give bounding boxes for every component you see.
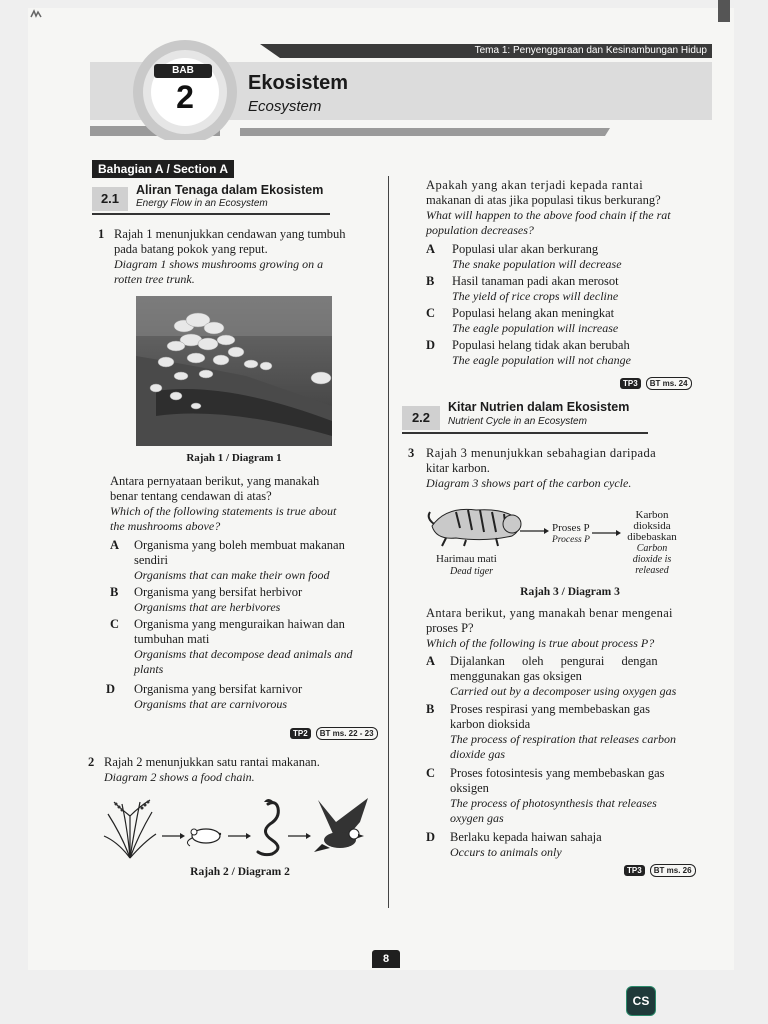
option-text-en: The eagle population will increase (452, 321, 619, 335)
process-label: Proses P (552, 522, 590, 534)
option-text: Populasi helang akan meningkat (452, 306, 615, 320)
option-text: Populasi helang tidak akan berubah (452, 338, 630, 352)
q3-option-a[interactable] (426, 654, 712, 699)
subsection-number: 2.1 (92, 187, 128, 211)
q2-number: 2 (88, 755, 95, 769)
camscanner-badge[interactable]: CS (626, 986, 656, 1016)
option-text-en: Organisms that are herbivores (134, 600, 281, 614)
q3-option-b[interactable] (426, 702, 712, 762)
option-text: Hasil tanaman padi akan merosot (452, 274, 619, 288)
option-letter: D (106, 682, 116, 696)
q1-option-c[interactable] (110, 617, 382, 677)
q2-caption: Rajah 2 / Diagram 2 (190, 866, 290, 878)
q1-option-d[interactable] (106, 682, 382, 712)
option-text-en: The process of respiration that releases carbon (450, 732, 676, 746)
paddy-plant-icon (104, 800, 156, 858)
q1-stem-en-line: Diagram 1 shows mushrooms growing on a (114, 257, 324, 271)
option-text-en: Organisms that are carnivorous (134, 697, 287, 711)
option-text: Proses fotosintesis yang membebaskan gas (450, 766, 665, 780)
q2-option-a[interactable] (426, 242, 712, 272)
corner-mark (30, 4, 42, 14)
option-letter: A (110, 538, 120, 552)
carbon-result-en: dioxide is (632, 554, 672, 565)
carbon-result-line: dibebaskan (627, 531, 677, 543)
q1-stem-line: pada batang pokok yang reput. (114, 242, 268, 256)
theme-banner-text: Tema 1: Penyenggaraan dan Kesinambungan Hidup (474, 45, 707, 56)
tiger-label-en: Dead tiger (450, 566, 494, 577)
subsection-underline (402, 432, 648, 434)
subsection-2-2-header (402, 400, 648, 434)
carbon-result-en: released (635, 565, 669, 576)
q2-tags (620, 371, 692, 390)
option-text-en: dioxide gas (450, 747, 505, 761)
option-text: tumbuhan mati (134, 632, 210, 646)
page-edge-shadow (718, 0, 730, 22)
q3-ask-line: proses P? (426, 621, 474, 635)
tp-badge: TP2 (290, 728, 311, 739)
chapter-title: Ekosistem (248, 72, 349, 94)
arrow-icon (520, 526, 550, 536)
q1-stem-en-line: rotten tree trunk. (114, 272, 195, 286)
snake-icon (258, 803, 278, 855)
option-letter: D (426, 830, 436, 844)
page-number: 8 (372, 950, 400, 968)
q1-number: 1 (98, 227, 105, 241)
chapter-bab-label: BAB (172, 65, 194, 76)
option-text-en: Organisms that decompose dead animals and (134, 647, 353, 661)
option-text-en: plants (134, 662, 164, 676)
option-letter: B (426, 274, 435, 288)
mushroom-photo (136, 296, 332, 446)
q3-number: 3 (408, 446, 415, 460)
option-text: Organisma yang bersifat karnivor (134, 682, 303, 696)
option-letter: B (110, 585, 119, 599)
q2-option-b[interactable] (426, 274, 712, 304)
option-text-en: oxygen gas (450, 811, 504, 825)
option-text-en: The eagle population will not change (452, 353, 631, 367)
q3-tags (624, 858, 696, 877)
tp-badge: TP3 (624, 865, 645, 876)
bt-reference: BT ms. 26 (650, 864, 696, 877)
q3-ask-line: Antara berikut, yang manakah benar mengenai (426, 606, 673, 620)
tiger-label: Harimau mati (436, 553, 497, 565)
subsection-number: 2.2 (402, 406, 440, 430)
q1-question (110, 474, 382, 534)
option-text: Organisma yang menguraikan haiwan dan (134, 617, 345, 631)
q1-ask-line: benar tentang cendawan di atas? (110, 489, 272, 503)
q3-ask-en: Which of the following is true about process P? (426, 636, 655, 650)
option-letter: C (426, 306, 436, 320)
bt-reference: BT ms. 22 - 23 (316, 727, 378, 740)
chapter-number: 2 (176, 79, 194, 115)
q1-tags (290, 721, 378, 740)
option-text-en: The yield of rice crops will decline (452, 289, 619, 303)
option-letter: B (426, 702, 435, 716)
option-text: karbon dioksida (450, 717, 531, 731)
q2-option-c[interactable] (426, 306, 712, 336)
option-text: oksigen (450, 781, 489, 795)
option-text: Dijalankan oleh pengurai dengan (450, 654, 658, 668)
option-text-en: The snake population will decrease (452, 257, 622, 271)
subsection-title: Aliran Tenaga dalam Ekosistem (136, 183, 324, 197)
chapter-header (90, 40, 712, 140)
option-letter: A (426, 242, 436, 256)
q2-ask-line: Apakah yang akan terjadi kepada rantai (426, 178, 644, 192)
q3-question (426, 606, 712, 651)
food-chain-diagram (100, 796, 380, 860)
option-letter: A (426, 654, 436, 668)
q1-ask-en-line: Which of the following statements is true about (110, 504, 337, 518)
q2-option-d[interactable] (426, 338, 712, 368)
q2-ask-line: makanan di atas jika populasi tikus berkurang? (426, 193, 661, 207)
option-text-en: The process of photosynthesis that releases (450, 796, 657, 810)
q2-ask-en-line: What will happen to the above food chain if the rat (426, 208, 671, 222)
q1-ask-en-line: the mushrooms above? (110, 519, 221, 533)
q2-question (426, 178, 712, 238)
q2-stem-en: Diagram 2 shows a food chain. (104, 770, 255, 784)
q3-stem-line: Rajah 3 menunjukkan sebahagian daripada (426, 446, 657, 460)
arrow-icon (592, 528, 622, 538)
q3-option-d[interactable] (426, 830, 712, 860)
option-text-en: Organisms that can make their own food (134, 568, 330, 582)
chapter-subtitle: Ecosystem (248, 98, 322, 115)
option-text-en: Occurs to animals only (450, 845, 562, 859)
q3-stem (426, 446, 712, 491)
carbon-cycle-diagram (426, 498, 712, 580)
option-text: Populasi ular akan berkurang (452, 242, 599, 256)
bt-reference: BT ms. 24 (646, 377, 692, 390)
carbon-result-line: dioksida (633, 520, 671, 532)
q1-option-b[interactable] (110, 585, 382, 615)
option-text-en: Carried out by a decomposer using oxygen gas (450, 684, 677, 698)
option-text: Berlaku kepada haiwan sahaja (450, 830, 602, 844)
subsection-underline (92, 213, 330, 215)
q1-caption: Rajah 1 / Diagram 1 (186, 452, 282, 464)
option-text: Organisma yang bersifat herbivor (134, 585, 303, 599)
process-label-en: Process P (552, 535, 590, 545)
option-text: Organisma yang boleh membuat makanan (134, 538, 345, 552)
carbon-result-line: Karbon (635, 509, 669, 521)
q1-option-a[interactable] (110, 538, 382, 583)
mouse-icon (187, 829, 221, 846)
section-label: Bahagian A / Section A (92, 160, 234, 178)
q1-stem-line: Rajah 1 menunjukkan cendawan yang tumbuh (114, 227, 346, 241)
column-divider (388, 176, 389, 908)
q2-stem: Rajah 2 menunjukkan satu rantai makanan. (104, 755, 320, 769)
eagle-icon (314, 798, 368, 852)
option-text: sendiri (134, 553, 169, 567)
option-letter: C (110, 617, 120, 631)
option-text: Proses respirasi yang membebaskan gas (450, 702, 650, 716)
subsection-subtitle: Nutrient Cycle in an Ecosystem (448, 416, 587, 427)
subsection-2-1-header (92, 183, 330, 215)
q1-stem (114, 227, 382, 287)
q3-caption: Rajah 3 / Diagram 3 (520, 586, 620, 598)
dead-tiger-icon (426, 498, 526, 548)
q3-stem-line: kitar karbon. (426, 461, 490, 475)
carbon-result-en: Carbon (636, 543, 668, 554)
subsection-subtitle: Energy Flow in an Ecosystem (136, 198, 268, 209)
tp-badge: TP3 (620, 378, 641, 389)
q3-stem-en: Diagram 3 shows part of the carbon cycle. (426, 476, 632, 490)
subsection-title: Kitar Nutrien dalam Ekosistem (448, 400, 630, 414)
carbon-result-label (622, 510, 682, 576)
q1-ask-line: Antara pernyataan berikut, yang manakah (110, 474, 320, 488)
q2-ask-en-line: population decreases? (426, 223, 534, 237)
option-text: menggunakan gas oksigen (450, 669, 582, 683)
option-letter: D (426, 338, 436, 352)
option-letter: C (426, 766, 436, 780)
q3-option-c[interactable] (426, 766, 712, 826)
